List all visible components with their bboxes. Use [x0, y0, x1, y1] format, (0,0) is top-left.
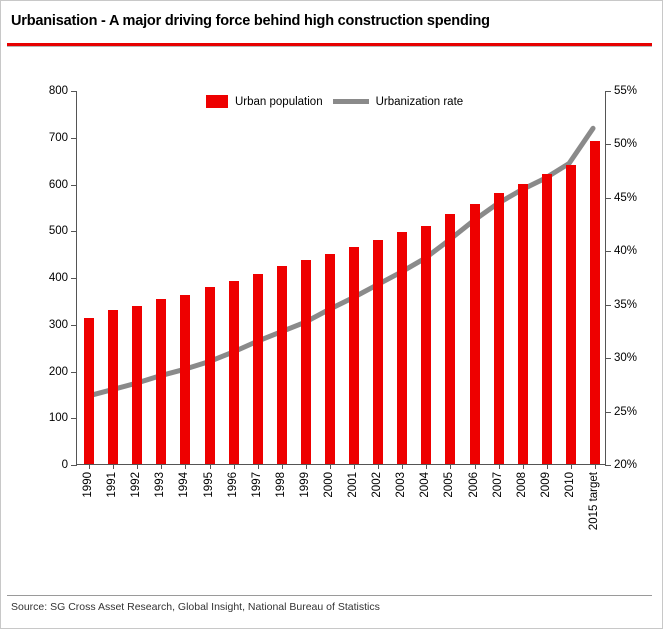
y2-axis-tick: [605, 144, 611, 145]
x-axis-tick: [547, 464, 548, 469]
bar: [470, 204, 480, 464]
y-axis-tick: [71, 418, 77, 419]
plot-inner: [48, 85, 638, 531]
x-axis-tick: [210, 464, 211, 469]
title-divider-grey: [7, 46, 652, 47]
x-axis-tick: [571, 464, 572, 469]
y-axis-label: 500: [48, 225, 68, 238]
y2-axis-label: 30%: [614, 352, 638, 365]
y-axis-label: 0: [61, 459, 68, 471]
y2-axis-label: 20%: [614, 459, 638, 471]
y-axis-label: 800: [48, 85, 68, 97]
page-title: Urbanisation - A major driving force behind high construction spending: [11, 13, 490, 29]
y2-axis-tick: [605, 412, 611, 413]
x-axis-tick: [234, 464, 235, 469]
bar: [229, 281, 239, 464]
bar: [156, 299, 166, 464]
bar: [325, 254, 335, 464]
bar: [445, 214, 455, 464]
y-axis-label: 600: [48, 178, 68, 191]
x-axis-tick: [523, 464, 524, 469]
bar: [494, 193, 504, 464]
bar: [132, 306, 142, 464]
y-axis-tick: [71, 138, 77, 139]
chart-area: [36, 83, 638, 531]
bar: [542, 174, 552, 464]
x-axis-tick: [306, 464, 307, 469]
y2-axis-tick: [605, 251, 611, 252]
x-axis-tick: [354, 464, 355, 469]
x-axis-tick: [378, 464, 379, 469]
x-axis-label: 1995: [202, 472, 215, 498]
bar: [108, 310, 118, 464]
x-axis-tick: [475, 464, 476, 469]
x-axis-tick: [330, 464, 331, 469]
x-axis-label: 2004: [419, 472, 432, 498]
y2-axis-tick: [605, 465, 611, 466]
x-axis-label: 1996: [226, 472, 239, 498]
bar: [205, 287, 215, 464]
x-axis-tick: [89, 464, 90, 469]
y-axis-tick: [71, 278, 77, 279]
x-axis-label: 1992: [130, 472, 143, 498]
y2-axis-label: 25%: [614, 405, 638, 418]
bar: [301, 260, 311, 464]
y2-axis-label: 35%: [614, 298, 638, 311]
x-axis-label: 2008: [515, 472, 528, 498]
x-axis-tick: [161, 464, 162, 469]
y-axis-label: 400: [48, 272, 68, 284]
x-axis-tick: [426, 464, 427, 469]
x-axis-tick: [499, 464, 500, 469]
x-axis-label: 2001: [347, 472, 360, 498]
x-axis-tick: [282, 464, 283, 469]
x-axis-label: 2003: [395, 472, 408, 498]
x-axis-label: 1997: [250, 472, 263, 498]
y-axis-tick: [71, 465, 77, 466]
x-axis-tick: [258, 464, 259, 469]
x-axis-label: 2002: [371, 472, 384, 498]
x-axis-label: 1993: [154, 472, 167, 498]
x-axis-label: 1999: [298, 472, 311, 498]
y2-axis-label: 45%: [614, 191, 638, 204]
bar: [373, 240, 383, 464]
x-axis-tick: [113, 464, 114, 469]
y-axis-tick: [71, 231, 77, 232]
plot-region: [48, 85, 638, 531]
bar: [518, 184, 528, 465]
y-axis-tick: [71, 91, 77, 92]
bar: [566, 165, 576, 464]
x-axis-label: 1998: [274, 472, 287, 498]
x-axis-tick: [402, 464, 403, 469]
bar: [397, 232, 407, 464]
x-axis-label: 2000: [322, 472, 335, 498]
x-axis-label: 1994: [178, 472, 191, 498]
y2-axis-tick: [605, 91, 611, 92]
bar: [349, 247, 359, 464]
x-axis-label: 2007: [491, 472, 504, 498]
y-axis-tick: [71, 185, 77, 186]
y-axis-tick: [71, 325, 77, 326]
x-axis-label: 1990: [82, 472, 95, 498]
bar: [84, 318, 94, 464]
y-axis-label: 200: [48, 365, 68, 378]
bar: [277, 266, 287, 464]
x-axis-label: 2015 target: [587, 472, 600, 531]
y2-axis-tick: [605, 305, 611, 306]
bar: [253, 274, 263, 464]
y-axis-label: 700: [48, 131, 68, 144]
y-axis-label: 300: [48, 318, 68, 331]
y2-axis-tick: [605, 198, 611, 199]
y-axis-tick: [71, 372, 77, 373]
x-axis-label: 2006: [467, 472, 480, 498]
x-axis-tick: [595, 464, 596, 469]
x-axis-label: 2009: [539, 472, 552, 498]
y2-axis-label: 55%: [614, 85, 638, 97]
x-axis-tick: [450, 464, 451, 469]
bar: [180, 295, 190, 464]
y2-axis-tick: [605, 358, 611, 359]
y2-axis-label: 50%: [614, 138, 638, 151]
footer-divider: [7, 595, 652, 596]
x-axis-label: 2010: [563, 472, 576, 498]
source-note: Source: SG Cross Asset Research, Global Insight, National Bureau of Statistics: [11, 601, 380, 613]
x-axis-label: 2005: [443, 472, 456, 498]
x-axis-tick: [185, 464, 186, 469]
legend-label-urbanization-rate: Urbanization rate: [375, 95, 464, 108]
legend-label-urban-population: Urban population: [235, 95, 323, 108]
y2-axis-label: 40%: [614, 245, 638, 258]
bar: [421, 226, 431, 464]
x-axis-label: 1991: [106, 472, 119, 498]
bar: [590, 141, 600, 465]
y-axis-label: 100: [48, 412, 68, 425]
x-axis-tick: [137, 464, 138, 469]
